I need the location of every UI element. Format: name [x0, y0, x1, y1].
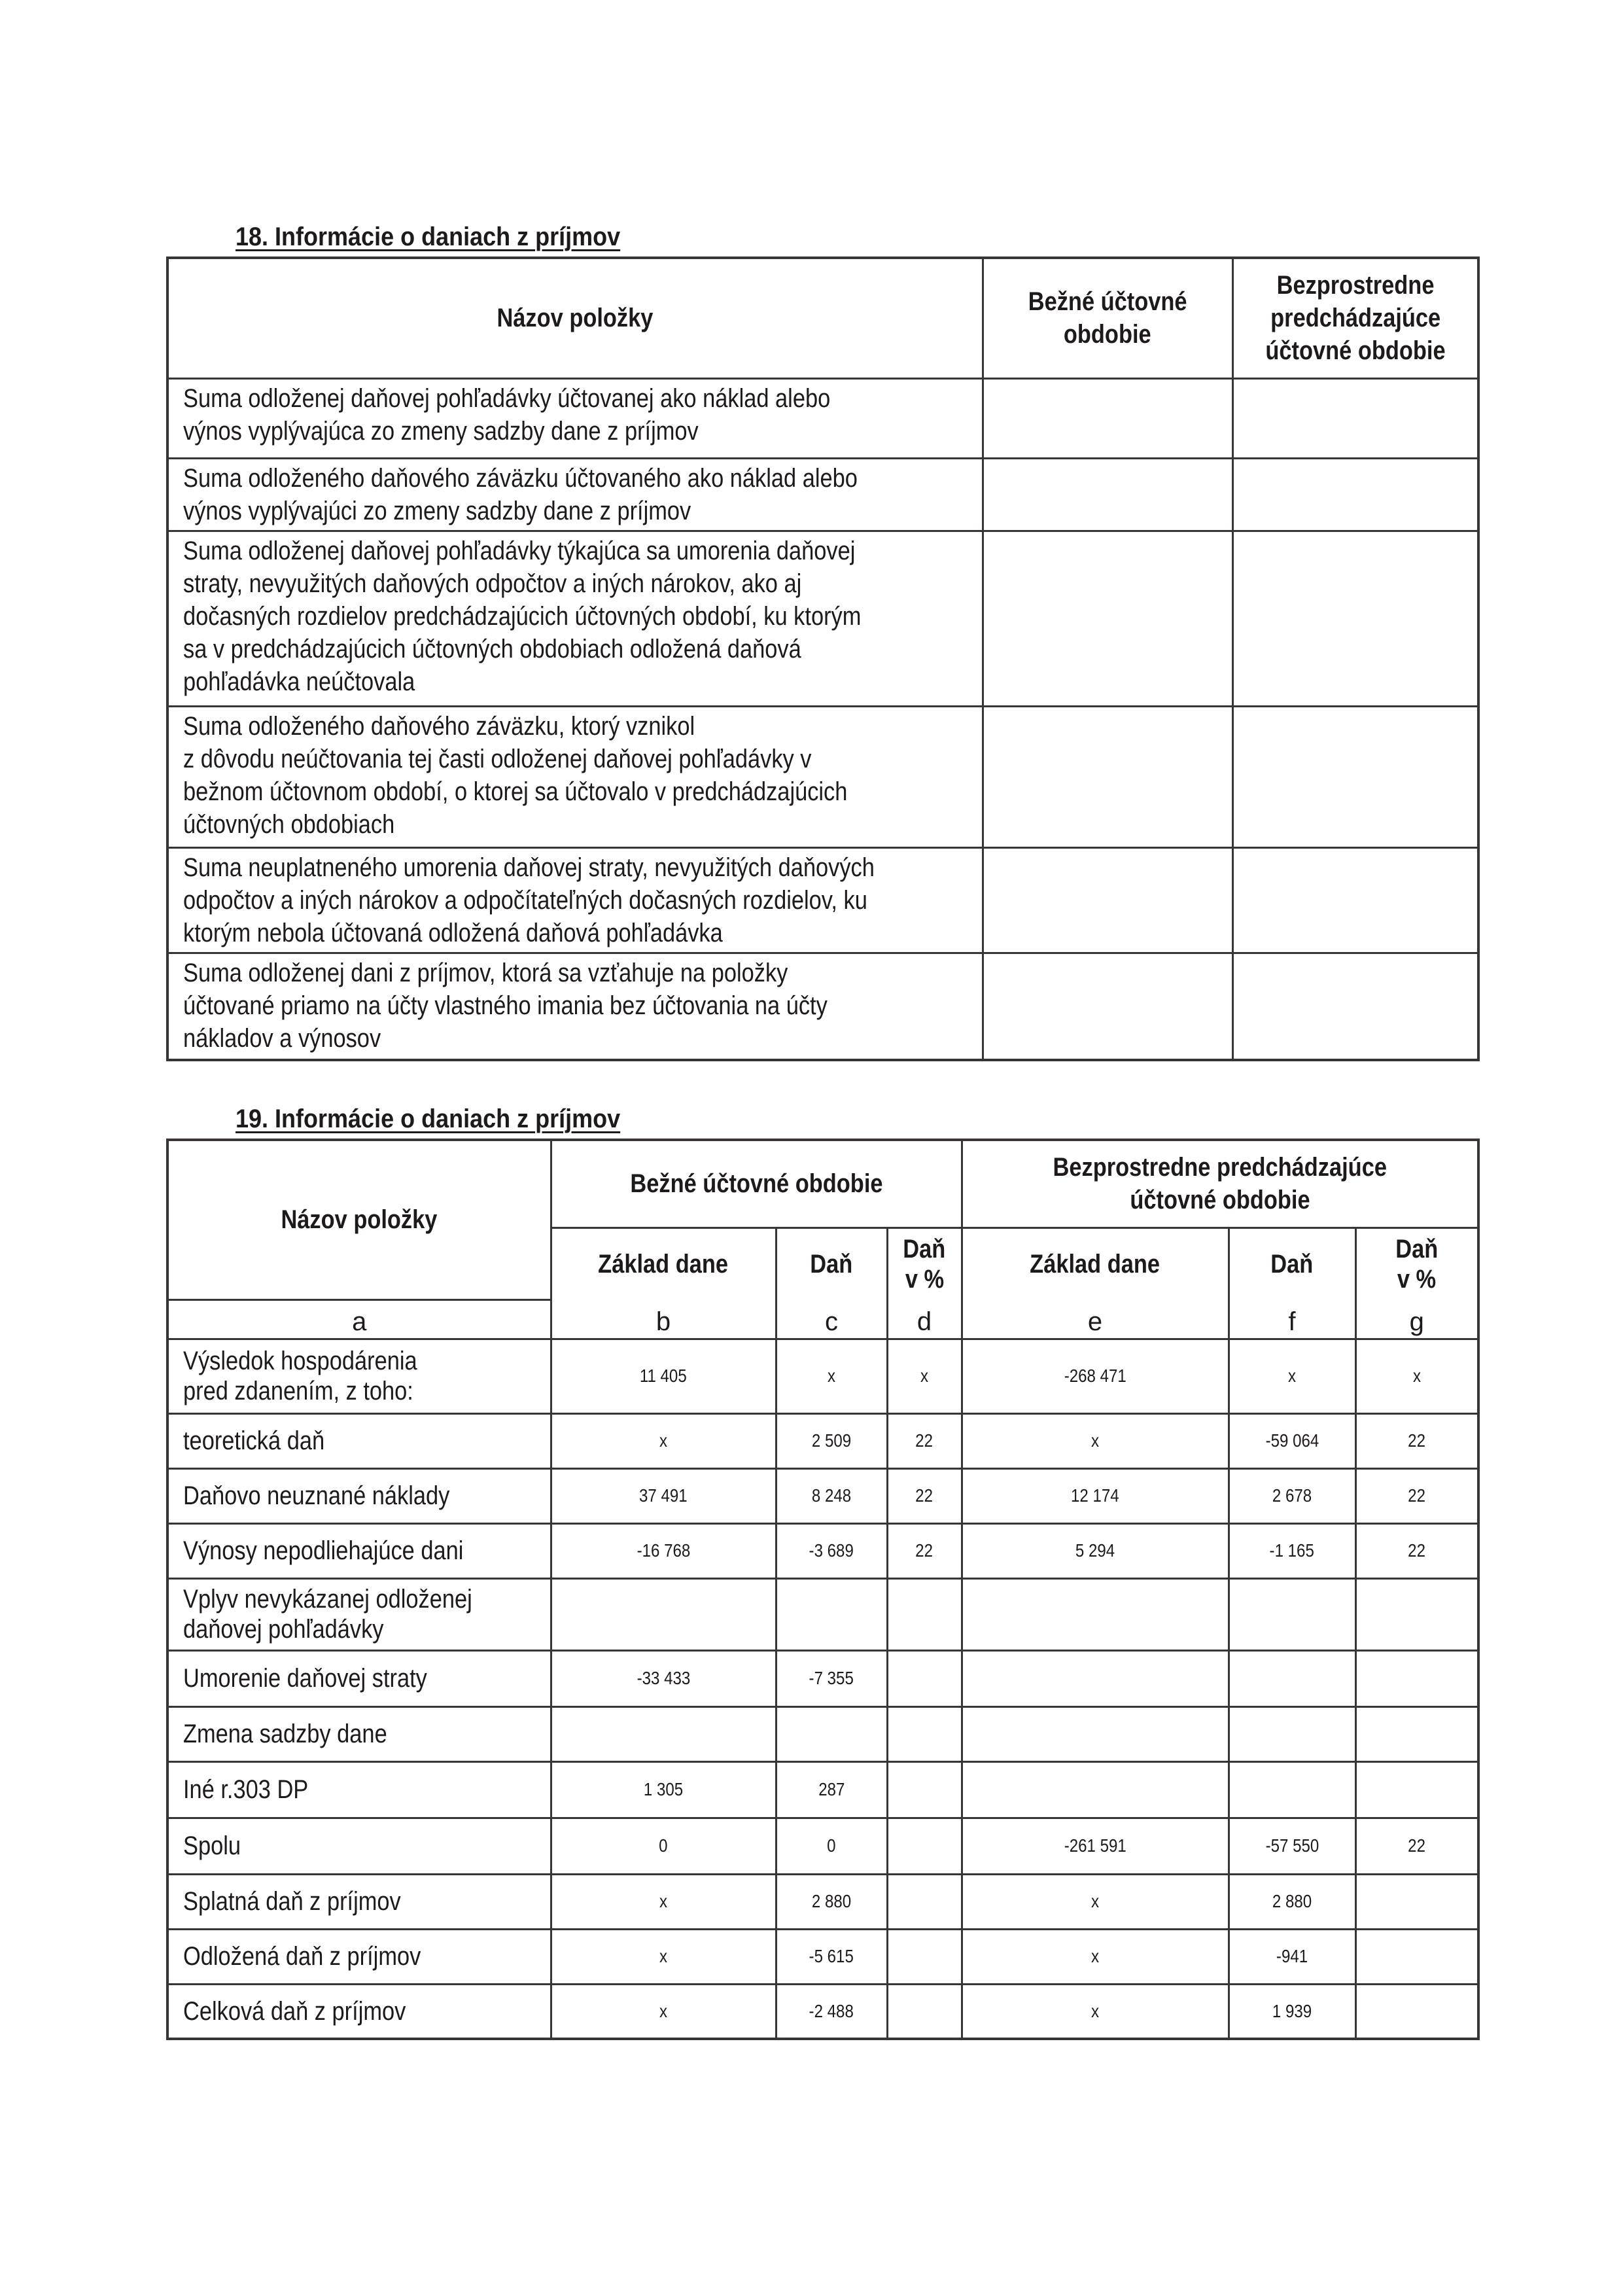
value-current-period [983, 953, 1232, 1060]
cell-base-current: x [551, 1984, 776, 2039]
column-letter-e: e [962, 1299, 1229, 1339]
cell-tax-previous [1229, 1650, 1355, 1706]
cell-base-previous: 12 174 [962, 1468, 1229, 1523]
cell-tax-previous: x [1229, 1339, 1355, 1413]
row-description: Suma neuplatneného umorenia daňovej straty, nevyužitých daňových odpočtov a iných nárokov a odpočítateľných dočasných rozdielov, ku ktorým nebola účtovaná odložená daňová pohľadávka [167, 847, 983, 953]
cell-rate-previous [1355, 1761, 1478, 1818]
cell-tax-previous: 1 939 [1229, 1984, 1355, 2039]
table-row [167, 458, 1478, 531]
cell-tax-current: x [776, 1339, 887, 1413]
table-row [167, 1650, 1478, 1706]
cell-tax-previous: 2 678 [1229, 1468, 1355, 1523]
column-header-rate-current: Daň v % [887, 1227, 962, 1299]
table-row [167, 1929, 1478, 1984]
cell-tax-current: 2 880 [776, 1874, 887, 1929]
row-label: Odložená daň z príjmov [167, 1929, 551, 1984]
row-label: Výnosy nepodliehajúce dani [167, 1523, 551, 1578]
table-row [167, 953, 1478, 1060]
value-current-period [983, 531, 1232, 706]
column-header-tax-previous: Daň [1229, 1227, 1355, 1299]
cell-base-current: -16 768 [551, 1523, 776, 1578]
cell-base-previous: x [962, 1874, 1229, 1929]
cell-tax-current: 287 [776, 1761, 887, 1818]
table-row [167, 1523, 1478, 1578]
cell-rate-previous [1355, 1929, 1478, 1984]
value-previous-period [1232, 378, 1478, 458]
row-label: teoretická daň [167, 1413, 551, 1468]
row-label: Iné r.303 DP [167, 1761, 551, 1818]
column-header-name: Názov položky [167, 258, 983, 378]
cell-tax-previous [1229, 1706, 1355, 1761]
column-header-current-period: Bežné účtovné obdobie [983, 258, 1232, 378]
cell-base-previous: 5 294 [962, 1523, 1229, 1578]
table-row [167, 1984, 1478, 2039]
cell-base-current: 0 [551, 1818, 776, 1874]
cell-tax-current: -7 355 [776, 1650, 887, 1706]
cell-base-previous: x [962, 1413, 1229, 1468]
cell-rate-previous [1355, 1984, 1478, 2039]
row-label: Vplyv nevykázanej odloženej daňovej pohľadávky [167, 1578, 551, 1650]
cell-tax-current: -2 488 [776, 1984, 887, 2039]
column-header-rate-previous: Daň v % [1355, 1227, 1478, 1299]
value-previous-period [1232, 953, 1478, 1060]
cell-tax-current: -5 615 [776, 1929, 887, 1984]
cell-rate-previous: 22 [1355, 1818, 1478, 1874]
tax-info-table-18 [166, 256, 1480, 1061]
cell-tax-current: 2 509 [776, 1413, 887, 1468]
cell-base-previous: -268 471 [962, 1339, 1229, 1413]
value-current-period [983, 706, 1232, 847]
cell-base-previous [962, 1650, 1229, 1706]
cell-base-previous: -261 591 [962, 1818, 1229, 1874]
column-header-previous-period: Bezprostredne predchádzajúce účtovné obdobie [1232, 258, 1478, 378]
cell-rate-current [887, 1706, 962, 1761]
table-row [167, 1339, 1478, 1413]
cell-base-previous: x [962, 1929, 1229, 1984]
cell-base-current: 11 405 [551, 1339, 776, 1413]
table-row [167, 1874, 1478, 1929]
row-label: Splatná daň z príjmov [167, 1874, 551, 1929]
column-letter-b: b [551, 1299, 776, 1339]
value-previous-period [1232, 706, 1478, 847]
table-row [167, 1706, 1478, 1761]
cell-rate-previous [1355, 1650, 1478, 1706]
cell-tax-previous: -59 064 [1229, 1413, 1355, 1468]
cell-tax-previous: -1 165 [1229, 1523, 1355, 1578]
cell-base-current: -33 433 [551, 1650, 776, 1706]
cell-rate-current [887, 1984, 962, 2039]
cell-base-previous [962, 1578, 1229, 1650]
value-current-period [983, 458, 1232, 531]
cell-rate-previous: 22 [1355, 1523, 1478, 1578]
cell-tax-current: 0 [776, 1818, 887, 1874]
column-letter-f: f [1229, 1299, 1355, 1339]
row-description: Suma odloženého daňového záväzku, ktorý vznikol z dôvodu neúčtovania tej časti odloženej daňovej pohľadávky v bežnom účtovnom období, o ktorej sa účtovalo v predchádzajúcich účtovných obdobiach [167, 706, 983, 847]
column-letter-c: c [776, 1299, 887, 1339]
cell-rate-current: x [887, 1339, 962, 1413]
column-header-previous-period: Bezprostredne predchádzajúce účtovné obdobie [962, 1140, 1478, 1227]
column-header-tax-current: Daň [776, 1227, 887, 1299]
cell-tax-previous: -941 [1229, 1929, 1355, 1984]
cell-base-previous [962, 1706, 1229, 1761]
column-letter-d: d [887, 1299, 962, 1339]
value-previous-period [1232, 458, 1478, 531]
row-label: Umorenie daňovej straty [167, 1650, 551, 1706]
tax-info-table-19 [166, 1139, 1480, 2040]
cell-tax-previous [1229, 1578, 1355, 1650]
cell-rate-previous: 22 [1355, 1413, 1478, 1468]
column-header-current-period: Bežné účtovné obdobie [551, 1140, 962, 1227]
row-label: Celková daň z príjmov [167, 1984, 551, 2039]
value-current-period [983, 847, 1232, 953]
cell-rate-previous: 22 [1355, 1468, 1478, 1523]
cell-base-current [551, 1706, 776, 1761]
column-header-base-current: Základ dane [551, 1227, 776, 1299]
column-header-name: Názov položky [167, 1140, 551, 1299]
column-letter-a: a [167, 1299, 551, 1339]
row-label: Spolu [167, 1818, 551, 1874]
cell-rate-previous: x [1355, 1339, 1478, 1413]
cell-tax-current [776, 1578, 887, 1650]
table-row [167, 847, 1478, 953]
section-18-heading: 18. Informácie o daniach z príjmov [236, 222, 621, 251]
cell-base-previous: x [962, 1984, 1229, 2039]
cell-tax-previous: -57 550 [1229, 1818, 1355, 1874]
table-row [167, 1818, 1478, 1874]
row-label: Daňovo neuznané náklady [167, 1468, 551, 1523]
row-description: Suma odloženej dani z príjmov, ktorá sa vzťahuje na položky účtované priamo na účty vlastného imania bez účtovania na účty nákladov a výnosov [167, 953, 983, 1060]
cell-rate-current: 22 [887, 1523, 962, 1578]
cell-rate-current [887, 1761, 962, 1818]
value-previous-period [1232, 531, 1478, 706]
cell-tax-previous [1229, 1761, 1355, 1818]
cell-tax-current [776, 1706, 887, 1761]
cell-base-current: x [551, 1413, 776, 1468]
cell-tax-current: -3 689 [776, 1523, 887, 1578]
table-row [167, 1578, 1478, 1650]
row-description: Suma odloženej daňovej pohľadávky účtovanej ako náklad alebo výnos vyplývajúca zo zmeny sadzby dane z príjmov [167, 378, 983, 458]
cell-rate-current [887, 1578, 962, 1650]
table-row [167, 1468, 1478, 1523]
cell-rate-current [887, 1929, 962, 1984]
cell-rate-current [887, 1818, 962, 1874]
cell-base-current: x [551, 1874, 776, 1929]
cell-base-current: 1 305 [551, 1761, 776, 1818]
cell-base-current [551, 1578, 776, 1650]
section-19-heading: 19. Informácie o daniach z príjmov [236, 1104, 621, 1133]
value-previous-period [1232, 847, 1478, 953]
column-letter-g: g [1355, 1299, 1478, 1339]
row-label: Zmena sadzby dane [167, 1706, 551, 1761]
cell-base-previous [962, 1761, 1229, 1818]
cell-rate-previous [1355, 1578, 1478, 1650]
cell-rate-previous [1355, 1706, 1478, 1761]
cell-base-current: 37 491 [551, 1468, 776, 1523]
cell-rate-current [887, 1650, 962, 1706]
cell-base-current: x [551, 1929, 776, 1984]
table-row [167, 1761, 1478, 1818]
cell-rate-current: 22 [887, 1413, 962, 1468]
cell-tax-current: 8 248 [776, 1468, 887, 1523]
cell-rate-current: 22 [887, 1468, 962, 1523]
table-row [167, 531, 1478, 706]
row-description: Suma odloženého daňového záväzku účtovaného ako náklad alebo výnos vyplývajúci zo zmeny sadzby dane z príjmov [167, 458, 983, 531]
table-row [167, 1413, 1478, 1468]
cell-rate-current [887, 1874, 962, 1929]
row-label: Výsledok hospodárenia pred zdanením, z toho: [167, 1339, 551, 1413]
row-description: Suma odloženej daňovej pohľadávky týkajúca sa umorenia daňovej straty, nevyužitých daňových odpočtov a iných nárokov, ako aj dočasných rozdielov predchádzajúcich účtovných období, ku ktorým sa v predchádzajúcich účtovných obdobiach odložená daňová pohľadávka neúčtovala [167, 531, 983, 706]
table-row [167, 378, 1478, 458]
value-current-period [983, 378, 1232, 458]
table-row [167, 706, 1478, 847]
column-header-base-previous: Základ dane [962, 1227, 1229, 1299]
cell-tax-previous: 2 880 [1229, 1874, 1355, 1929]
cell-rate-previous [1355, 1874, 1478, 1929]
